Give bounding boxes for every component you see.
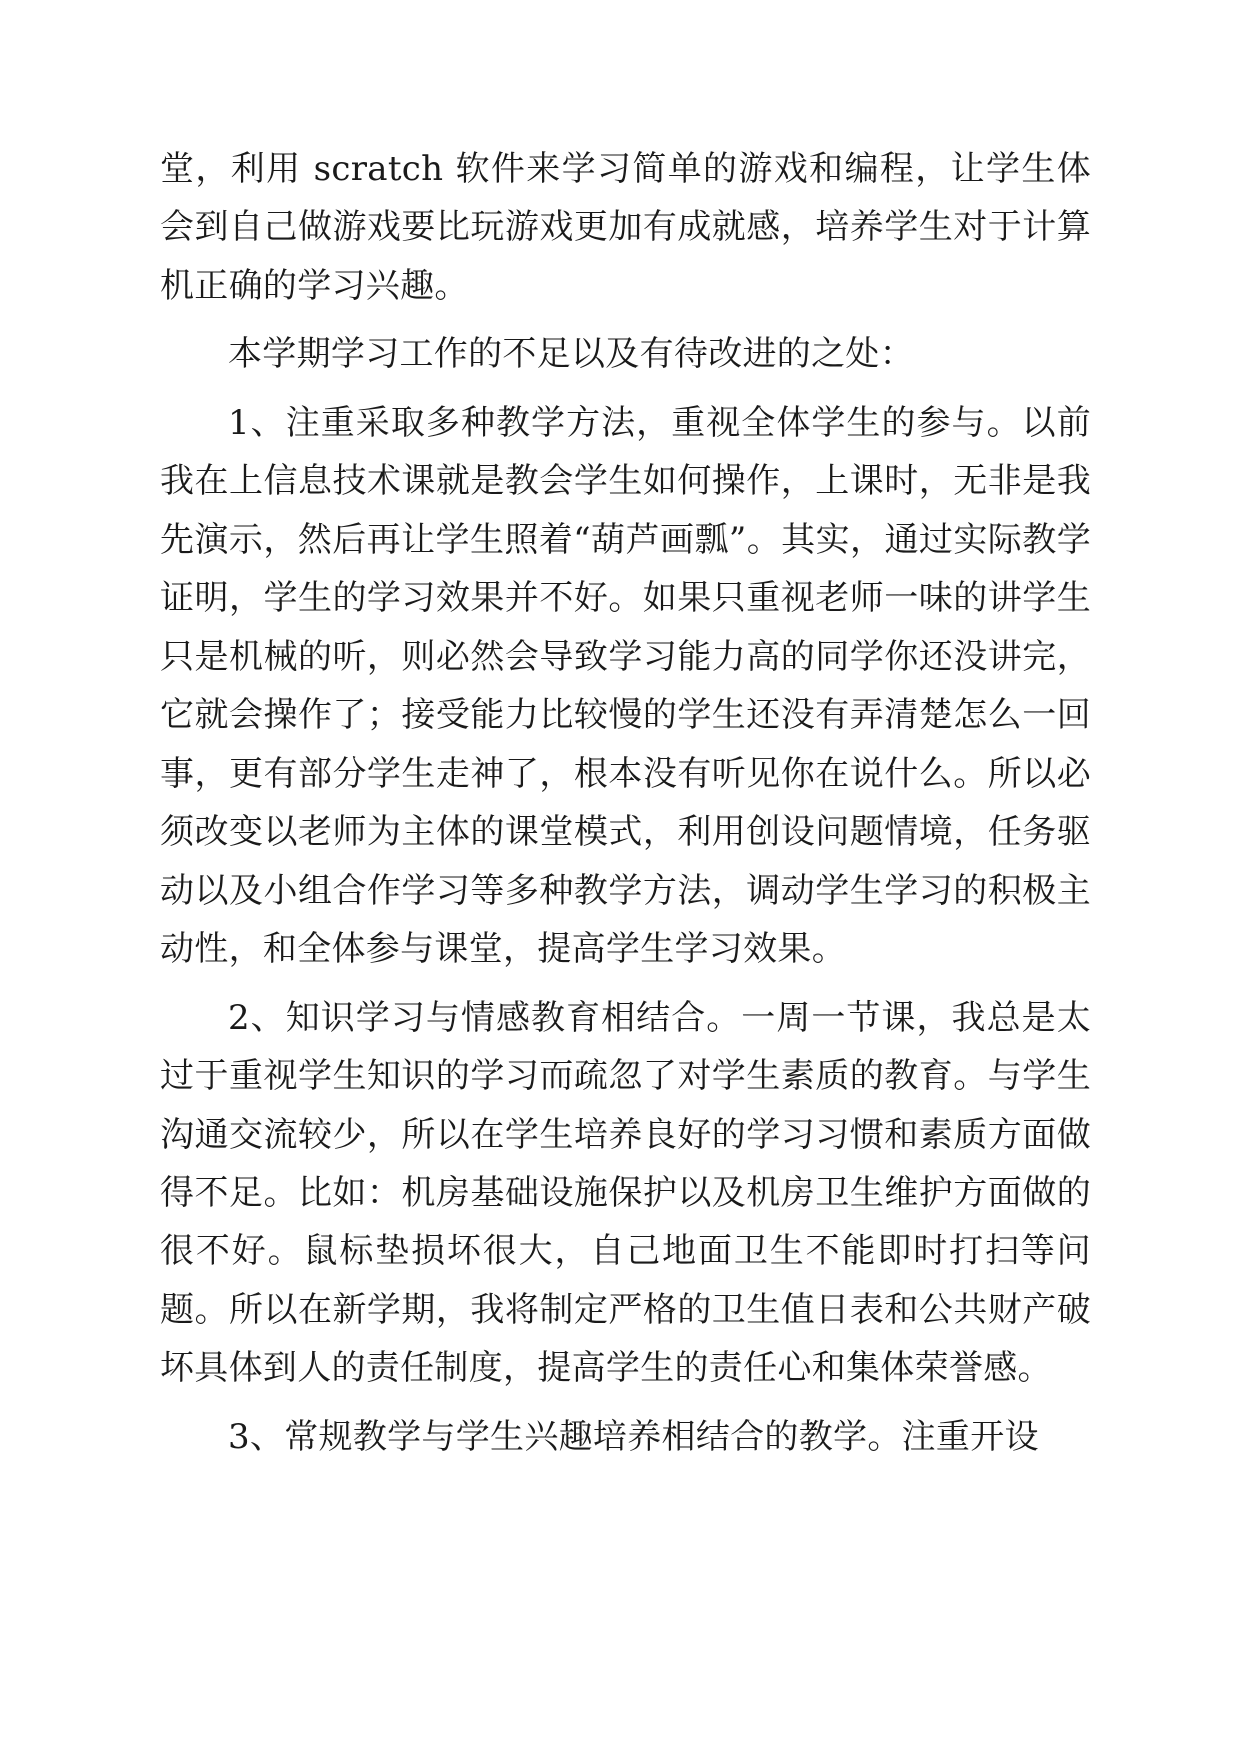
paragraph-item-1: 1、注重采取多种教学方法，重视全体学生的参与。以前我在上信息技术课就是教会学生如何操作，上课时，无非是我先演示，然后再让学生照着“葫芦画瓢”。其实，通过实际教学证明，学生的学习效果并不好。如果只重视老师一味的讲学生只是机械的听，则必然会导致学习能力高的同学你还没讲完，它就会操作了；接受能力比较慢的学生还没有弄清楚怎么一回事，更有部分学生走神了，根本没有听见你在说什么。所以必须改变以老师为主体的课堂模式，利用创设问题情境，任务驱动以及小组合作学习等多种教学方法，调动学生学习的积极主动性，和全体参与课堂，提高学生学习效果。 <box>160 402 1091 970</box>
document-body <box>160 140 1091 1466</box>
paragraph-continuation: 堂，利用 scratch 软件来学习简单的游戏和编程，让学生体会到自己做游戏要比玩游戏更加有成就感，培养学生对于计算机正确的学习兴趣。 <box>160 149 1091 306</box>
paragraph-item-3: 3、常规教学与学生兴趣培养相结合的教学。注重开设 <box>228 1416 1039 1457</box>
paragraph-item-2: 2、知识学习与情感教育相结合。一周一节课，我总是太过于重视学生知识的学习而疏忽了对学生素质的教育。与学生沟通交流较少，所以在学生培养良好的学习习惯和素质方面做得不足。比如：机房基础设施保护以及机房卫生维护方面做的很不好。鼠标垫损坏很大，自己地面卫生不能即时打扫等问题。所以在新学期，我将制定严格的卫生值日表和公共财产破坏具体到人的责任制度，提高学生的责任心和集体荣誉感。 <box>160 997 1091 1389</box>
paragraph-section-intro: 本学期学习工作的不足以及有待改进的之处： <box>228 334 914 375</box>
